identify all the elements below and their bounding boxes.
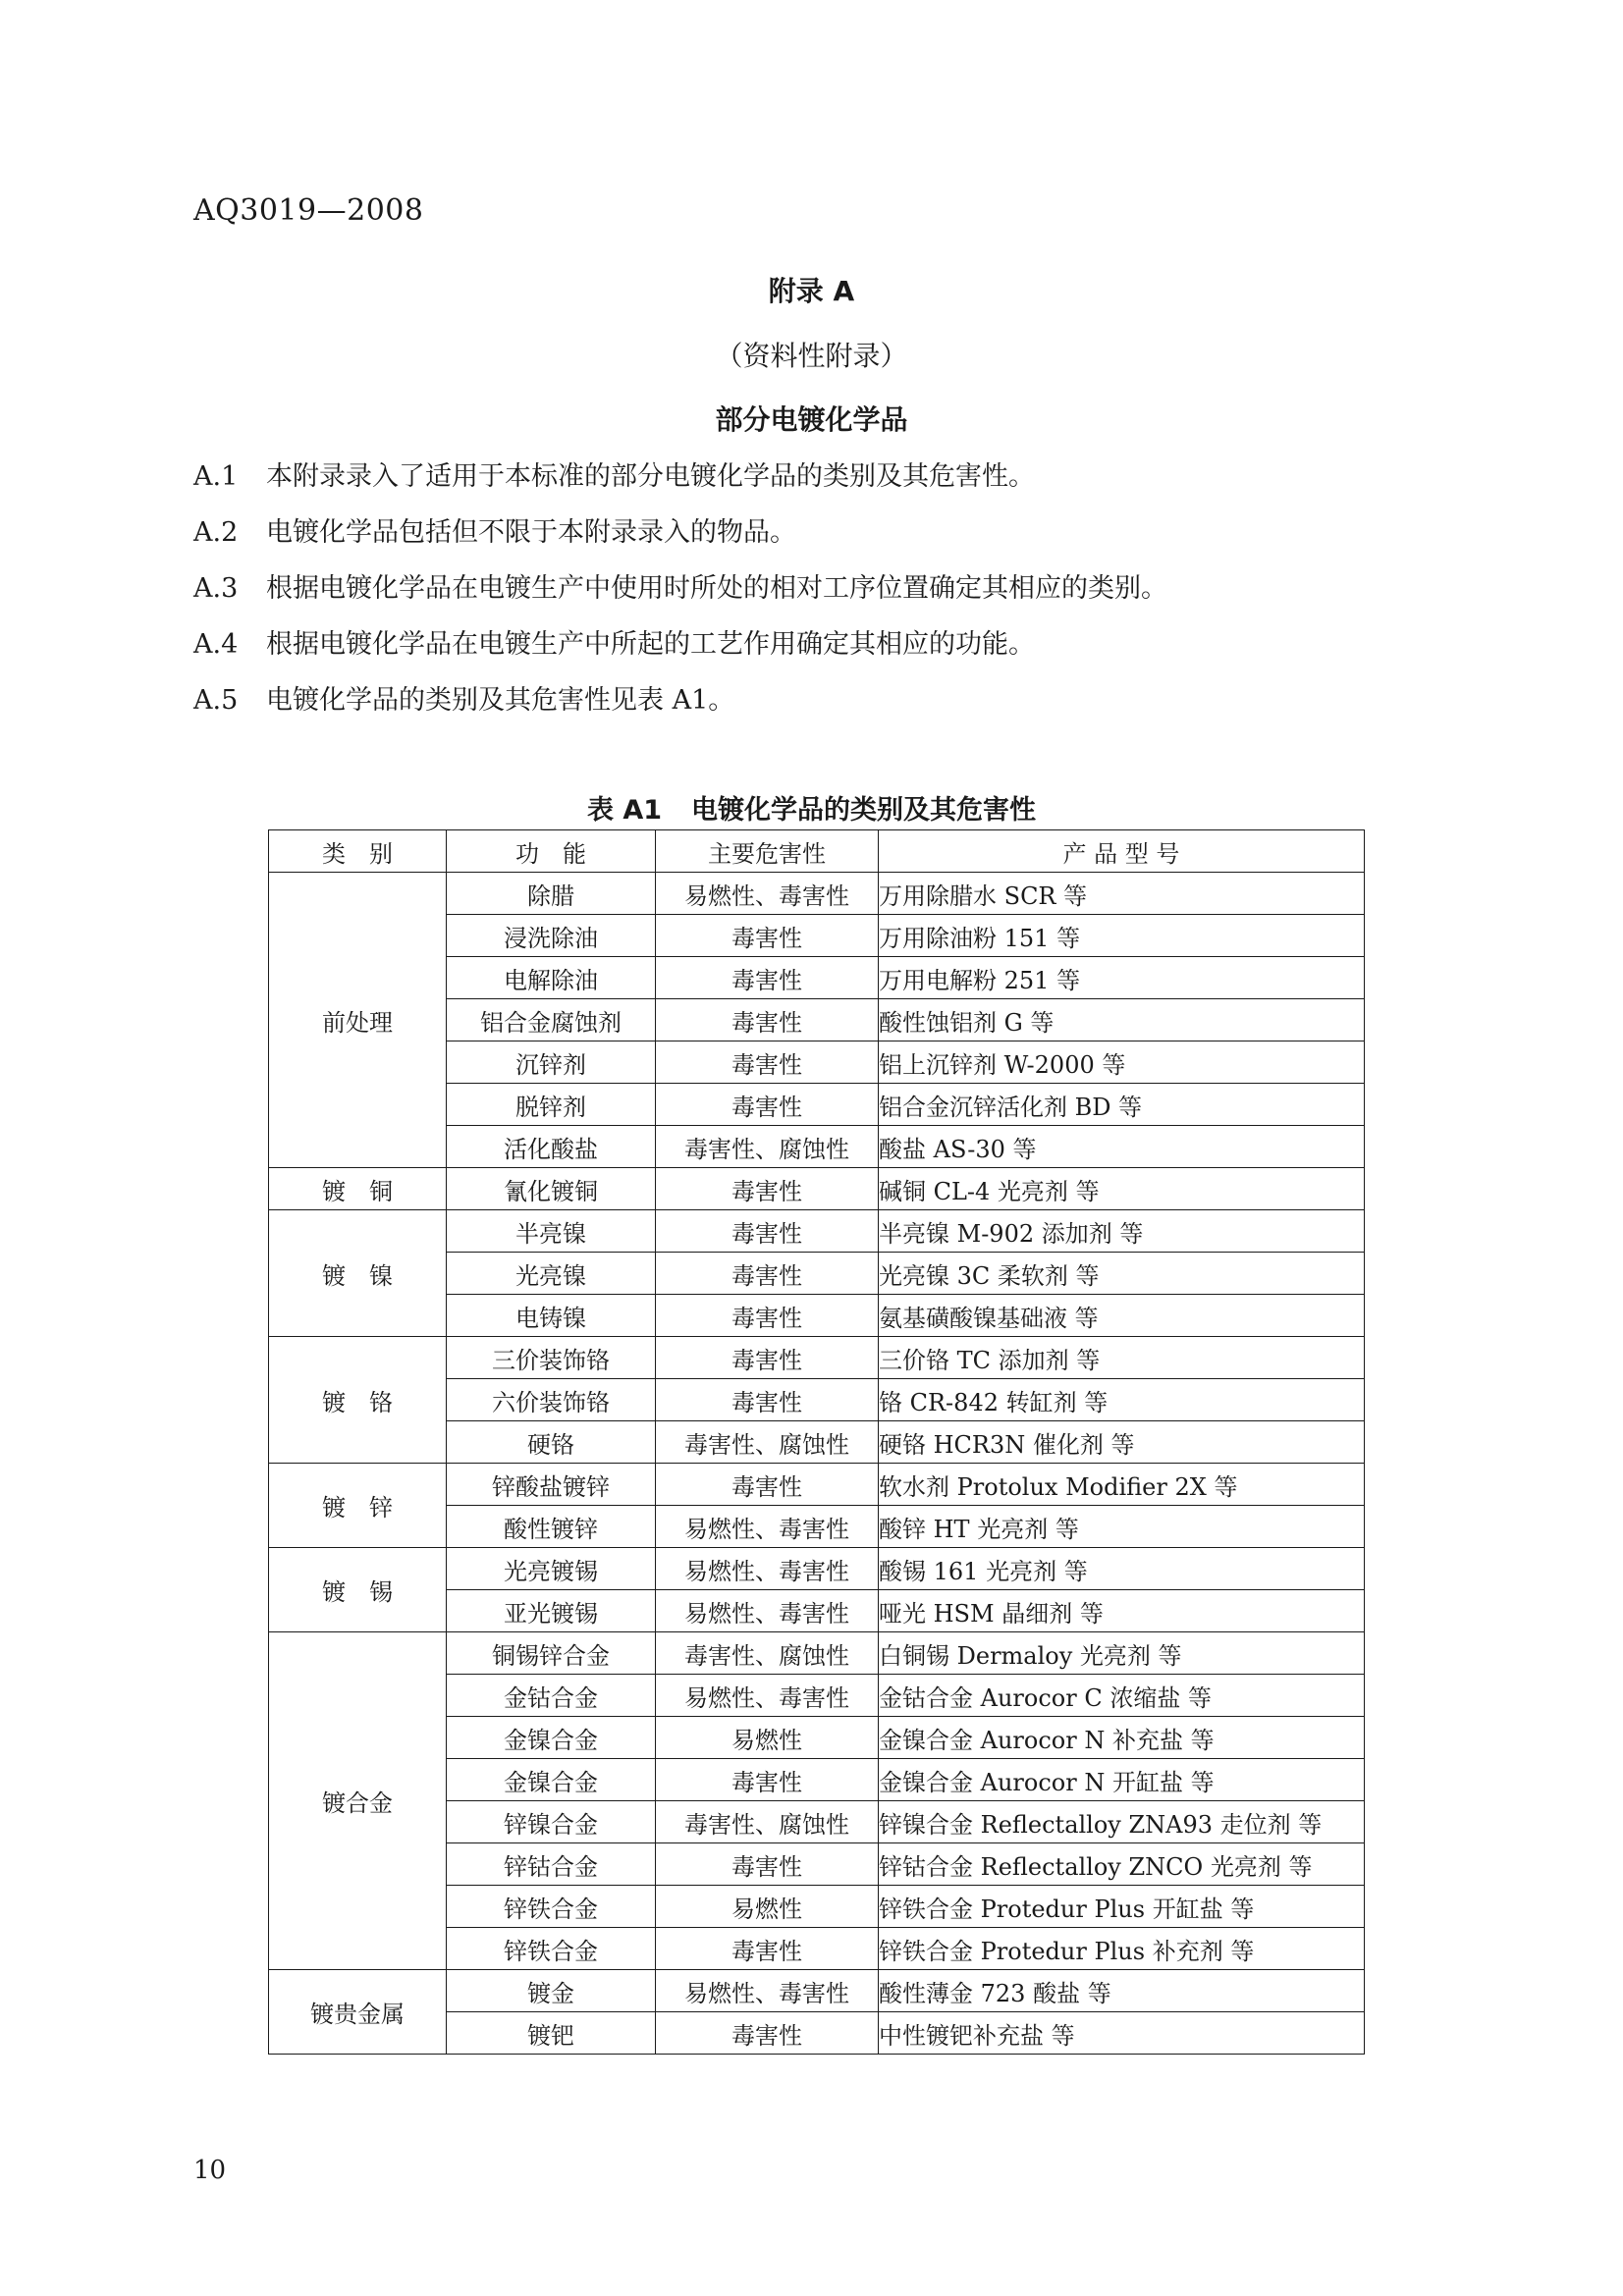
hazard-cell: 易燃性、毒害性	[656, 1548, 879, 1590]
category-cell: 镀贵金属	[269, 1970, 447, 2055]
product-cell: 硬铬 HCR3N 催化剂 等	[879, 1421, 1365, 1464]
clause-list	[193, 457, 1431, 737]
header-function: 功 能	[447, 830, 656, 873]
table-header-row	[269, 830, 1365, 873]
product-cell: 酸性蚀铝剂 G 等	[879, 999, 1365, 1041]
hazard-cell: 易燃性	[656, 1886, 879, 1928]
function-cell: 三价装饰铬	[447, 1337, 656, 1379]
hazard-cell: 毒害性	[656, 1168, 879, 1210]
hazard-cell: 毒害性	[656, 1041, 879, 1084]
category-cell: 镀 铜	[269, 1168, 447, 1210]
hazard-cell: 易燃性、毒害性	[656, 1970, 879, 2012]
function-cell: 锌铁合金	[447, 1928, 656, 1970]
product-cell: 铬 CR-842 转缸剂 等	[879, 1379, 1365, 1421]
page-number: 10	[193, 2156, 227, 2185]
product-cell: 锌铁合金 Protedur Plus 补充剂 等	[879, 1928, 1365, 1970]
clause-text: 本附录录入了适用于本标准的部分电镀化学品的类别及其危害性。	[266, 461, 1035, 492]
category-cell: 镀 锡	[269, 1548, 447, 1632]
table-body	[269, 873, 1365, 2055]
product-cell: 白铜锡 Dermaloy 光亮剂 等	[879, 1632, 1365, 1675]
table-row	[269, 1464, 1365, 1506]
hazard-table	[268, 829, 1365, 2055]
table-row	[269, 1632, 1365, 1675]
product-cell: 半亮镍 M-902 添加剂 等	[879, 1210, 1365, 1253]
product-cell: 酸锡 161 光亮剂 等	[879, 1548, 1365, 1590]
table-row	[269, 1970, 1365, 2012]
function-cell: 酸性镀锌	[447, 1506, 656, 1548]
product-cell: 中性镀钯补充盐 等	[879, 2012, 1365, 2055]
hazard-cell: 毒害性	[656, 1210, 879, 1253]
product-cell: 酸锌 HT 光亮剂 等	[879, 1506, 1365, 1548]
hazard-cell: 毒害性	[656, 957, 879, 999]
product-cell: 锌铁合金 Protedur Plus 开缸盐 等	[879, 1886, 1365, 1928]
table-row	[269, 1210, 1365, 1253]
function-cell: 锌镍合金	[447, 1801, 656, 1843]
function-cell: 锌铁合金	[447, 1886, 656, 1928]
function-cell: 活化酸盐	[447, 1126, 656, 1168]
hazard-cell: 易燃性、毒害性	[656, 1675, 879, 1717]
function-cell: 锌酸盐镀锌	[447, 1464, 656, 1506]
hazard-cell: 毒害性	[656, 1295, 879, 1337]
hazard-cell: 毒害性、腐蚀性	[656, 1801, 879, 1843]
table-row	[269, 1168, 1365, 1210]
hazard-cell: 毒害性、腐蚀性	[656, 1632, 879, 1675]
appendix-title: 附录 A	[768, 275, 855, 307]
table-caption	[0, 788, 1623, 827]
table-row	[269, 1548, 1365, 1590]
category-cell: 前处理	[269, 873, 447, 1168]
product-cell: 铝合金沉锌活化剂 BD 等	[879, 1084, 1365, 1126]
product-cell: 金钴合金 Aurocor C 浓缩盐 等	[879, 1675, 1365, 1717]
clause-number: A.5	[193, 685, 239, 716]
product-cell: 万用电解粉 251 等	[879, 957, 1365, 999]
header-hazard: 主要危害性	[656, 830, 879, 873]
table-row	[269, 873, 1365, 915]
hazard-cell: 毒害性	[656, 1843, 879, 1886]
product-cell: 铝上沉锌剂 W-2000 等	[879, 1041, 1365, 1084]
hazard-cell: 易燃性、毒害性	[656, 1590, 879, 1632]
function-cell: 脱锌剂	[447, 1084, 656, 1126]
product-cell: 金镍合金 Aurocor N 开缸盐 等	[879, 1759, 1365, 1801]
clause-text: 电镀化学品的类别及其危害性见表 A1。	[266, 685, 735, 716]
function-cell: 硬铬	[447, 1421, 656, 1464]
product-cell: 酸性薄金 723 酸盐 等	[879, 1970, 1365, 2012]
function-cell: 浸洗除油	[447, 915, 656, 957]
hazard-cell: 毒害性	[656, 1464, 879, 1506]
hazard-cell: 易燃性	[656, 1717, 879, 1759]
product-cell: 软水剂 Protolux Modifier 2X 等	[879, 1464, 1365, 1506]
product-cell: 万用除腊水 SCR 等	[879, 873, 1365, 915]
function-cell: 金镍合金	[447, 1759, 656, 1801]
product-cell: 金镍合金 Aurocor N 补充盐 等	[879, 1717, 1365, 1759]
clause-a5	[193, 681, 1431, 737]
appendix-heading: 部分电镀化学品	[715, 403, 908, 436]
function-cell: 亚光镀锡	[447, 1590, 656, 1632]
category-cell: 镀 镍	[269, 1210, 447, 1337]
clause-a1	[193, 457, 1431, 513]
table-caption-title: 电镀化学品的类别及其危害性	[691, 795, 1037, 826]
clause-number: A.1	[193, 461, 239, 492]
function-cell: 半亮镍	[447, 1210, 656, 1253]
table-caption-label: 表 A1	[586, 795, 663, 826]
clause-text: 根据电镀化学品在电镀生产中所起的工艺作用确定其相应的功能。	[266, 629, 1035, 660]
table-row	[269, 1337, 1365, 1379]
hazard-cell: 毒害性	[656, 1379, 879, 1421]
function-cell: 光亮镀锡	[447, 1548, 656, 1590]
product-cell: 锌钴合金 Reflectalloy ZNCO 光亮剂 等	[879, 1843, 1365, 1886]
product-cell: 酸盐 AS-30 等	[879, 1126, 1365, 1168]
clause-text: 电镀化学品包括但不限于本附录录入的物品。	[266, 517, 796, 548]
function-cell: 沉锌剂	[447, 1041, 656, 1084]
header-category: 类 别	[269, 830, 447, 873]
hazard-cell: 毒害性	[656, 1253, 879, 1295]
hazard-cell: 毒害性	[656, 915, 879, 957]
clause-number: A.2	[193, 517, 239, 548]
function-cell: 铝合金腐蚀剂	[447, 999, 656, 1041]
clause-number: A.3	[193, 573, 239, 604]
function-cell: 镀钯	[447, 2012, 656, 2055]
category-cell: 镀 铬	[269, 1337, 447, 1464]
function-cell: 光亮镍	[447, 1253, 656, 1295]
hazard-cell: 易燃性、毒害性	[656, 1506, 879, 1548]
hazard-cell: 毒害性	[656, 1759, 879, 1801]
product-cell: 万用除油粉 151 等	[879, 915, 1365, 957]
function-cell: 六价装饰铬	[447, 1379, 656, 1421]
function-cell: 电解除油	[447, 957, 656, 999]
hazard-cell: 毒害性、腐蚀性	[656, 1421, 879, 1464]
hazard-cell: 毒害性	[656, 1337, 879, 1379]
hazard-cell: 毒害性	[656, 1928, 879, 1970]
product-cell: 光亮镍 3C 柔软剂 等	[879, 1253, 1365, 1295]
function-cell: 电铸镍	[447, 1295, 656, 1337]
function-cell: 除腊	[447, 873, 656, 915]
header-product: 产 品 型 号	[879, 830, 1365, 873]
hazard-cell: 毒害性	[656, 999, 879, 1041]
standard-code: AQ3019—2008	[193, 193, 424, 228]
product-cell: 哑光 HSM 晶细剂 等	[879, 1590, 1365, 1632]
category-cell: 镀合金	[269, 1632, 447, 1970]
hazard-cell: 易燃性、毒害性	[656, 873, 879, 915]
product-cell: 碱铜 CL-4 光亮剂 等	[879, 1168, 1365, 1210]
function-cell: 铜锡锌合金	[447, 1632, 656, 1675]
clause-a4	[193, 625, 1431, 681]
hazard-cell: 毒害性	[656, 2012, 879, 2055]
hazard-cell: 毒害性	[656, 1084, 879, 1126]
function-cell: 镀金	[447, 1970, 656, 2012]
clause-text: 根据电镀化学品在电镀生产中使用时所处的相对工序位置确定其相应的类别。	[266, 573, 1167, 604]
clause-number: A.4	[193, 629, 239, 660]
appendix-type: （资料性附录）	[715, 340, 908, 372]
product-cell: 锌镍合金 Reflectalloy ZNA93 走位剂 等	[879, 1801, 1365, 1843]
function-cell: 氰化镀铜	[447, 1168, 656, 1210]
function-cell: 金钴合金	[447, 1675, 656, 1717]
product-cell: 氨基磺酸镍基础液 等	[879, 1295, 1365, 1337]
function-cell: 锌钴合金	[447, 1843, 656, 1886]
hazard-cell: 毒害性、腐蚀性	[656, 1126, 879, 1168]
function-cell: 金镍合金	[447, 1717, 656, 1759]
product-cell: 三价铬 TC 添加剂 等	[879, 1337, 1365, 1379]
category-cell: 镀 锌	[269, 1464, 447, 1548]
clause-a2	[193, 513, 1431, 569]
clause-a3	[193, 569, 1431, 625]
